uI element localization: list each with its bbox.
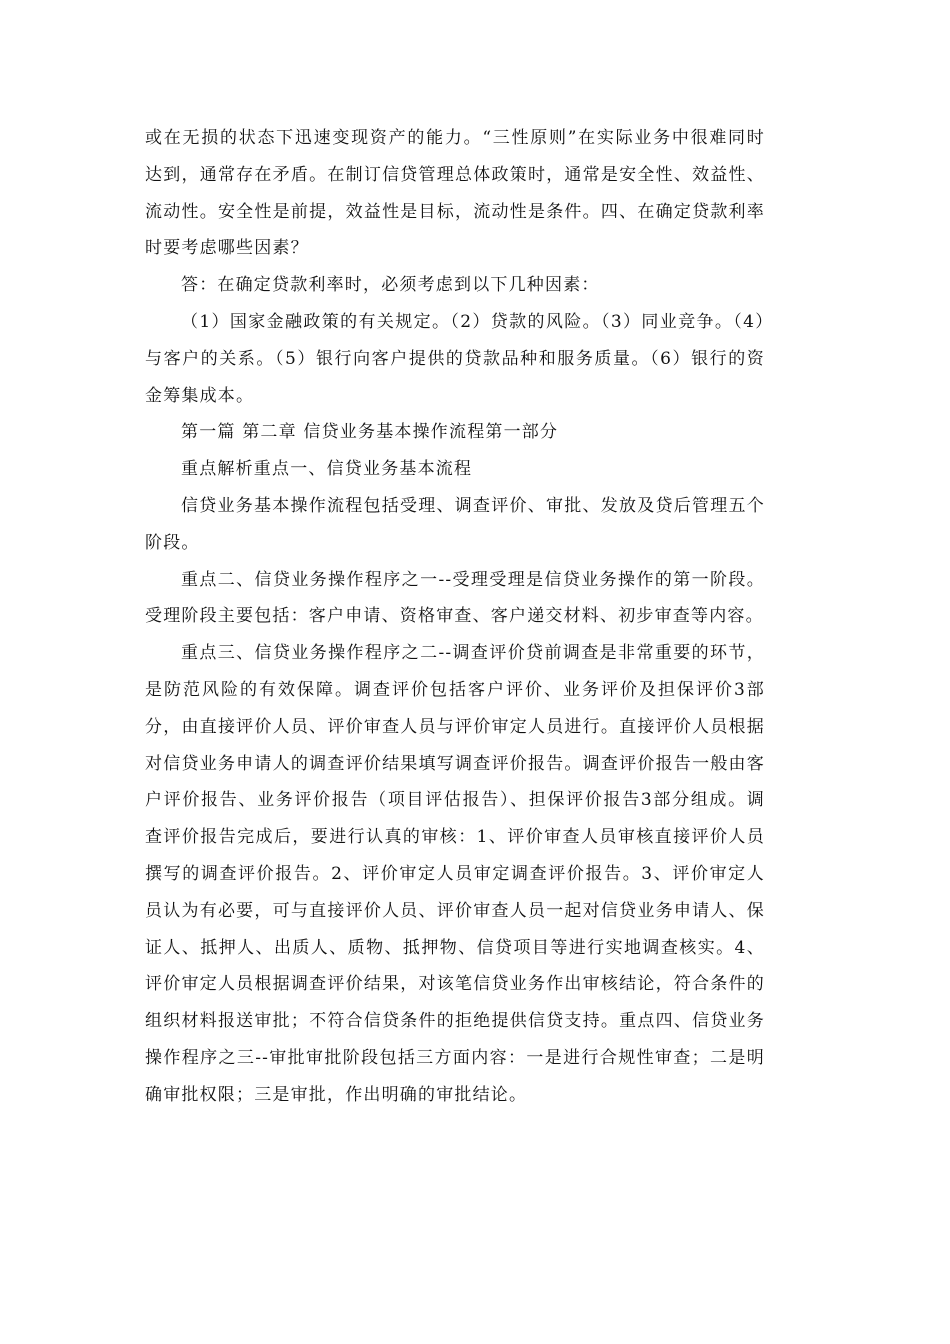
chapter-heading: 第一篇 第二章 信贷业务基本操作流程第一部分 bbox=[181, 422, 559, 443]
section-heading: 重点解析重点一、信贷业务基本流程 bbox=[181, 459, 473, 480]
paragraph-three-principles: 或在无损的状态下迅速变现资产的能力。“三性原则”在实际业务中很难同时达到，通常存在矛盾。在制订信贷管理总体政策时，通常是安全性、效益性、流动性。安全性是前提，效益性是目标，流动性是条件。四、在确定贷款利率时要考虑哪些因素？ bbox=[145, 128, 765, 259]
paragraph-acceptance: 重点二、信贷业务操作程序之一--受理受理是信贷业务操作的第一阶段。受理阶段主要包括：客户申请、资格审查、客户递交材料、初步审查等内容。 bbox=[145, 569, 765, 627]
paragraph-basic-flow: 信贷业务基本操作流程包括受理、调查评价、审批、发放及贷后管理五个阶段。 bbox=[145, 495, 765, 553]
paragraph-investigation: 重点三、信贷业务操作程序之二--调查评价贷前调查是非常重要的环节，是防范风险的有效保障。调查评价包括客户评价、业务评价及担保评价3部分，由直接评价人员、评价审查人员与评价审定人员进行。直接评价人员根据对信贷业务申请人的调查评价结果填写调查评价报告。调查评价报告一般由客户评价报告、业务评价报告（项目评估报告）、担保评价报告3部分组成。调查评价报告完成后，要进行认真的审核：1、评价审查人员审核直接评价人员撰写的调查评价报告。2、评价审定人员审定调查评价报告。3、评价审定人员认为有必要，可与直接评价人员、评价审查人员一起对信贷业务申请人、保证人、抵押人、出质人、质物、抵押物、信贷项目等进行实地调查核实。4、评价审定人员根据调查评价结果，对该笔信贷业务作出审核结论，符合条件的组织材料报送审批；不符合信贷条件的拒绝提供信贷支持。重点四、信贷业务操作程序之三--审批审批阶段包括三方面内容：一是进行合规性审查；二是明确审批权限；三是审批，作出明确的审批结论。 bbox=[145, 643, 765, 1105]
paragraph-answer-intro: 答：在确定贷款利率时，必须考虑到以下几种因素： bbox=[181, 275, 600, 296]
paragraph-rate-factors: （1）国家金融政策的有关规定。（2）贷款的风险。（3）同业竞争。（4）与客户的关系。（5）银行向客户提供的贷款品种和服务质量。（6）银行的资金筹集成本。 bbox=[145, 311, 765, 406]
document-body bbox=[145, 120, 765, 1114]
